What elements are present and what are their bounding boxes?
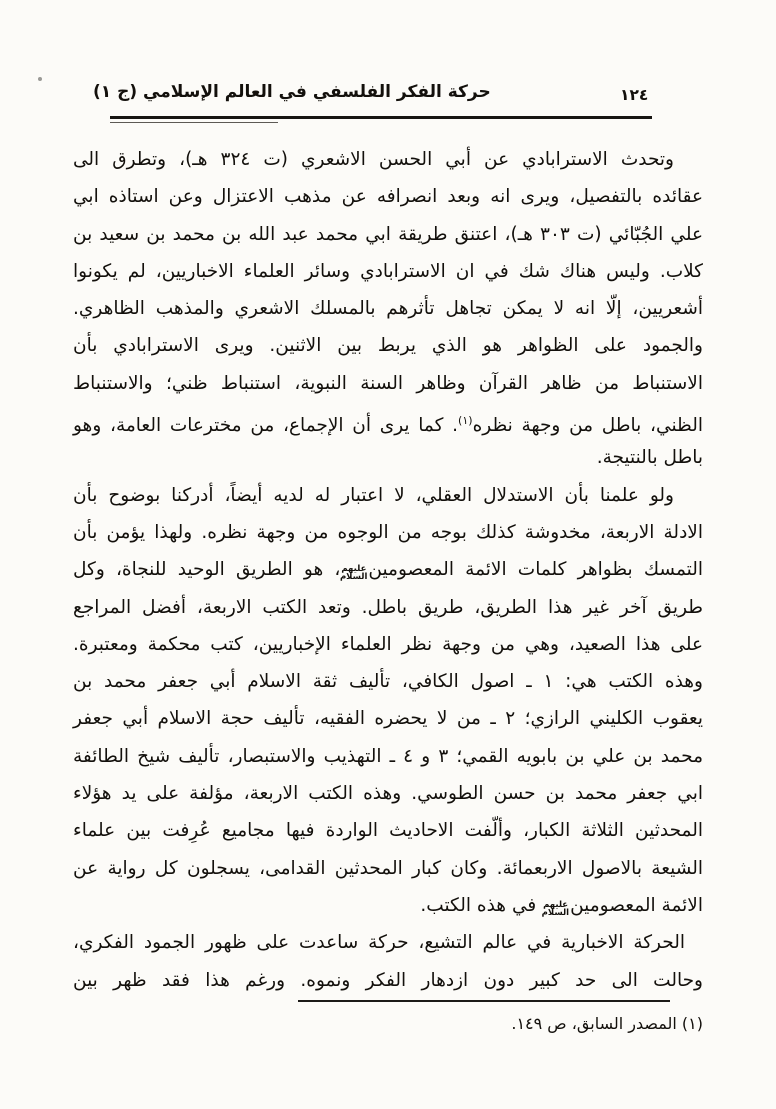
text-line — [73, 477, 703, 514]
scan-speck-artifact — [38, 77, 42, 81]
text-run: المحدثين الثلاثة الكبار، وألّفت الاحاديث الواردة فيها مجاميع عُرِفت بين علماء — [73, 820, 703, 842]
footnote-separator — [298, 1000, 670, 1002]
text-run: الشيعة بالاصول الاربعمائة. وكان كبار المحدثين القدامى، يسجلون كل رواية عن — [73, 857, 703, 879]
text-line — [73, 439, 703, 476]
text-line — [73, 962, 703, 999]
text-run: الاستنباط من ظاهر القرآن وظاهر السنة النبوية، استنباط ظني؛ والاستنباط — [73, 372, 703, 394]
text-line — [73, 216, 703, 253]
text-line — [73, 626, 703, 663]
text-line — [73, 178, 703, 215]
text-line — [73, 551, 703, 588]
text-line — [73, 663, 703, 700]
text-line — [73, 924, 703, 961]
text-run: ابي جعفر محمد بن حسن الطوسي. وهذه الكتب الاربعة، مؤلفة على يد هؤلاء — [73, 783, 703, 805]
text-run: الظني، باطل من وجهة نظره — [472, 415, 703, 437]
text-run: . كما يرى أن الإجماع، من مخترعات العامة، وهو — [73, 415, 459, 437]
text-line — [73, 887, 703, 924]
text-run: علي الجُبّائي (ت ٣٠٣ هـ)، اعتنق طريقة ابي محمد عبد الله بن محمد بن سعيد بن — [73, 223, 703, 245]
text-run: على هذا الصعيد، وهي من وجهة نظر العلماء الإخباريين، كتب محكمة ومعتبرة. — [73, 633, 703, 655]
honorific-symbol: عليهم السلام — [541, 899, 570, 918]
honorific-symbol: عليهم السلام — [339, 564, 368, 583]
text-run: محمد بن علي بن بابويه القمي؛ ٣ و ٤ ـ التهذيب والاستبصار، تأليف شيخ الطائفة — [73, 745, 704, 767]
text-line — [73, 812, 703, 849]
text-run: الائمة المعصومين — [570, 894, 703, 916]
text-line — [73, 327, 703, 364]
text-line — [73, 738, 703, 775]
text-line — [73, 253, 703, 290]
text-run: الادلة الاربعة، مخدوشة كذلك بوجه من الوجوه من وجهة نظره. ولهذا يؤمن بأن — [73, 521, 703, 543]
text-run: باطل بالنتيجة. — [596, 447, 703, 469]
page-number: ١٢٤ — [620, 86, 649, 104]
text-line — [73, 290, 703, 327]
text-run: والجمود على الظواهر هو الذي يربط بين الاثنين. ويرى الاسترابادي بأن — [73, 335, 703, 357]
text-line — [73, 402, 703, 439]
text-run: وهذه الكتب هي: ١ ـ اصول الكافي، تأليف ثقة الاسلام أبي جعفر محمد بن — [73, 671, 703, 693]
text-run: أشعريين، إلّا انه لا يمكن تجاهل تأثرهم بالمسلك الاشعري والمذهب الظاهري. — [73, 298, 703, 320]
footnote-marker-icon: (١) — [458, 414, 473, 428]
text-run: كلاب. وليس هناك شك في ان الاسترابادي وسائر العلماء الاخباريين، لم يكونوا — [73, 260, 703, 282]
text-run: عقائده بالتفصيل، ويرى انه وبعد انصرافه عن مذهب الاعتزال وعن استاذه ابي — [73, 186, 703, 208]
text-run: ، هو الطريق الوحيد للنجاة، وكل — [73, 559, 341, 581]
running-header-title: حركة الفكر الفلسفي في العالم الإسلامي (ج ١) — [93, 82, 491, 102]
text-run: يعقوب الكليني الرازي؛ ٢ ـ من لا يحضره الفقيه، تأليف حجة الاسلام أبي جعفر — [73, 708, 704, 730]
header-rule — [110, 116, 652, 119]
footnote: (١) المصدر السابق، ص ١٤٩. — [511, 1014, 703, 1033]
body-text — [73, 141, 703, 999]
text-run: وحالت الى حد كبير دون ازدهار الفكر ونموه. ورغم هذا فقد ظهر بين — [73, 969, 703, 991]
text-line — [73, 775, 703, 812]
text-run: ولو علمنا بأن الاستدلال العقلي، لا اعتبار له لديه أيضاً، أدركنا بوضوح بأن — [73, 484, 674, 506]
text-line — [73, 141, 703, 178]
text-run: وتحدث الاسترابادي عن أبي الحسن الاشعري (ت ٣٢٤ هـ)، وتطرق الى — [73, 149, 674, 170]
text-line — [73, 589, 703, 626]
text-run: الحركة الاخبارية في عالم التشيع، حركة ساعدت على ظهور الجمود الفكري، — [73, 932, 685, 954]
text-run: طريق آخر غير هذا الطريق، طريق باطل. وتعد الكتب الاربعة، أفضل المراجع — [73, 596, 703, 618]
text-line — [73, 514, 703, 551]
text-run: في هذه الكتب. — [420, 894, 543, 916]
text-line — [73, 700, 703, 737]
header-rule-shadow — [110, 122, 278, 123]
text-line — [73, 365, 703, 402]
text-run: التمسك بظواهر كلمات الائمة المعصومين — [368, 559, 703, 581]
text-line — [73, 850, 703, 887]
